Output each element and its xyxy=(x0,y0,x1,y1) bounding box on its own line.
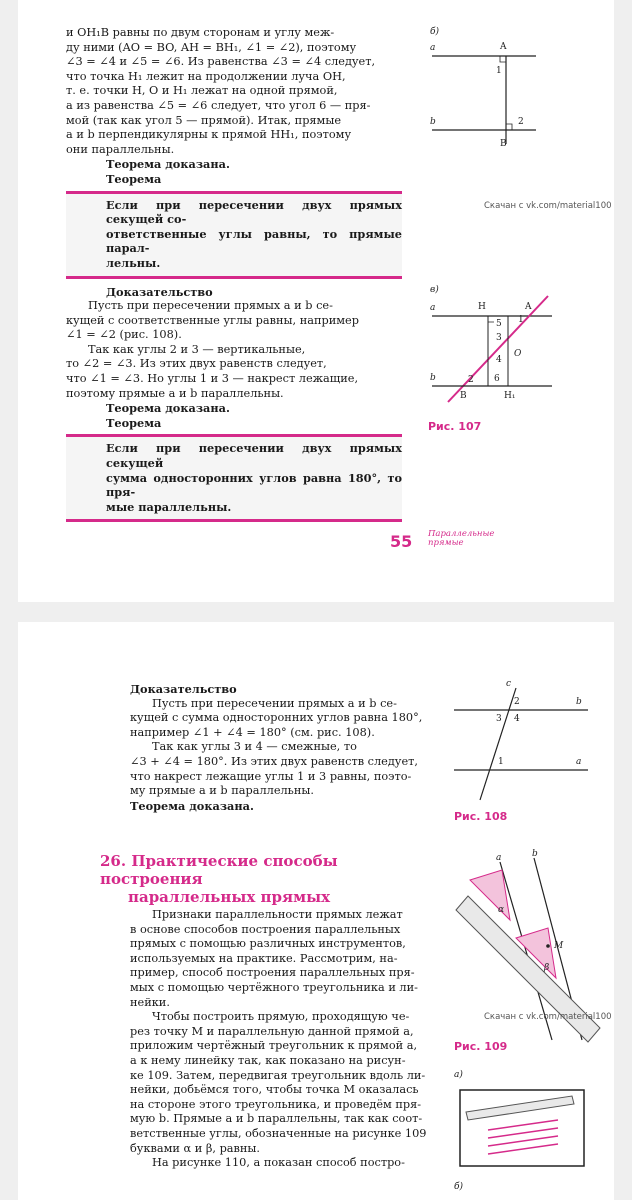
line-b-label: b xyxy=(576,697,582,707)
fig110a-label: а) xyxy=(454,1070,463,1080)
fig109-caption: Рис. 109 xyxy=(454,1040,508,1053)
text-line: Так как углы 2 и 3 — вертикальные, xyxy=(88,342,306,356)
line-a-label: a xyxy=(430,303,436,313)
point-o-label: O xyxy=(514,349,522,359)
text-line: ду ними (AO = BO, AH = BH₁, ∠1 = ∠2), поэтому xyxy=(66,40,357,54)
text-line: буквами α и β, равны. xyxy=(130,1141,261,1155)
text-line: прямых с помощью различных инструментов, xyxy=(130,937,406,951)
theorem-proved: Теорема доказана. xyxy=(130,798,254,813)
watermark: Скачан с vk.com/material100 xyxy=(484,201,612,211)
text-line: мой (так как угол 5 — прямой). Итак, прямые xyxy=(66,113,342,127)
point-a-label: A xyxy=(500,42,507,52)
point-b-label: B xyxy=(500,139,507,149)
right-angle-mark xyxy=(500,56,506,62)
paragraph-1 xyxy=(130,908,446,1010)
fig110b-label: б) xyxy=(454,1182,464,1192)
figure-110a xyxy=(458,1086,588,1172)
theorem-line: мые параллельны. xyxy=(106,499,232,514)
text-line: Пусть при пересечении прямых a и b се- xyxy=(88,299,333,313)
proof-label: Доказательство xyxy=(130,682,237,696)
running-head xyxy=(428,530,494,548)
figure-107v xyxy=(426,282,556,412)
text-line: что ∠1 = ∠3. Но углы 1 и 3 — накрест лежащие, xyxy=(66,372,359,386)
text-line: мую b. Прямые a и b параллельны, так как соот- xyxy=(130,1112,423,1126)
theorem-line: ответственные углы равны, то прямые парал- xyxy=(106,226,402,256)
theorem-line: Если при пересечении двух прямых секущей со- xyxy=(106,197,402,227)
theorem-label-2: Теорема xyxy=(106,415,162,430)
proof-paragraph-1 xyxy=(66,299,402,343)
fig107-caption: Рис. 107 xyxy=(428,420,482,433)
text-line: ке 109. Затем, передвигая треугольник вдоль ли- xyxy=(130,1068,426,1082)
line-a-label: a xyxy=(576,757,582,767)
angle-beta-label: β xyxy=(544,963,550,973)
text-line: что накрест лежащие углы 1 и 3 равны, поэто- xyxy=(130,769,412,783)
text-line: например ∠1 + ∠4 = 180° (см. рис. 108). xyxy=(130,725,375,739)
line-b-label: b xyxy=(430,117,436,127)
text-line: т. е. точки H, O и H₁ лежат на одной прямой, xyxy=(66,84,338,98)
point-m xyxy=(546,944,550,948)
angle-1-label: 1 xyxy=(518,315,524,325)
point-h1-label: H₁ xyxy=(504,391,516,401)
theorem-line: Если при пересечении двух прямых секущей xyxy=(106,441,402,471)
secant-c xyxy=(480,688,516,800)
proof-continuation xyxy=(66,26,402,157)
book-page-55 xyxy=(18,0,614,602)
page56-proof-column xyxy=(72,682,446,813)
fig108-caption: Рис. 108 xyxy=(454,810,508,823)
angle-2-label: 2 xyxy=(514,697,520,707)
figure-107b xyxy=(426,24,536,154)
right-angle-mark xyxy=(488,316,494,322)
theorem-proved-2: Теорема доказана. xyxy=(106,401,230,416)
point-h-label: H xyxy=(478,302,486,312)
text-line: му прямые a и b параллельны. xyxy=(130,784,314,798)
angle-1-label: 1 xyxy=(496,66,502,76)
text-line: Чтобы построить прямую, проходящую че- xyxy=(152,1010,410,1024)
section-title-line: 26. Практические способы построения xyxy=(100,852,338,888)
section-body xyxy=(130,908,446,1171)
text-line: нейки. xyxy=(130,995,170,1009)
section-title-line: параллельных прямых xyxy=(128,888,331,906)
text-line: Пусть при пересечении прямых a и b се- xyxy=(152,696,397,710)
theorem-box-1 xyxy=(66,191,402,279)
text-line: ветственные углы, обозначенные на рисунке 109 xyxy=(130,1126,427,1140)
text-line: а к нему линейку так, как показано на рисун- xyxy=(130,1053,406,1067)
figure-108 xyxy=(450,674,590,804)
line-b-label: b xyxy=(430,373,436,383)
text-line: ∠3 = ∠4 и ∠5 = ∠6. Из равенства ∠3 = ∠4 следует, xyxy=(66,55,376,69)
point-b-label: B xyxy=(460,391,467,401)
theorem-line: лельны. xyxy=(106,255,161,270)
text-line: то ∠2 = ∠3. Из этих двух равенств следует, xyxy=(66,357,327,371)
paragraph-3-start: На рисунке 110, a показан способ постро- xyxy=(152,1156,405,1170)
text-line: кущей c сумма односторонних углов равна 180°, xyxy=(130,711,423,725)
text-line: что точка H₁ лежит на продолжении луча OH, xyxy=(66,69,346,83)
running-head-line: прямые xyxy=(428,538,464,548)
text-line: на стороне этого треугольника, и проведём пря- xyxy=(130,1097,422,1111)
right-angle-mark xyxy=(506,124,512,130)
book-page-56 xyxy=(18,622,614,1200)
text-line: Признаки параллельности прямых лежат xyxy=(152,908,403,921)
text-line: мых с помощью чертёжного треугольника и ли- xyxy=(130,980,418,994)
angle-3-label: 3 xyxy=(496,333,502,343)
angle-2-label: 2 xyxy=(468,375,474,385)
text-line: в основе способов построения параллельных xyxy=(130,922,401,936)
running-head-line: Параллельные xyxy=(428,529,495,539)
text-line: они параллельны. xyxy=(66,142,175,156)
text-line: поэтому прямые a и b параллельны. xyxy=(66,386,284,400)
text-line: рез точку M и параллельную данной прямой a, xyxy=(130,1024,414,1038)
proof-paragraph-2 xyxy=(66,343,402,401)
text-line: Так как углы 3 и 4 — смежные, то xyxy=(152,740,357,754)
text-line: ∠1 = ∠2 (рис. 108). xyxy=(66,328,182,342)
theorem-box-2 xyxy=(66,434,402,522)
point-a-label: A xyxy=(525,302,532,312)
angle-4-label: 4 xyxy=(496,355,502,365)
watermark: Скачан с vk.com/material100 xyxy=(484,1012,612,1022)
page-number: 55 xyxy=(390,532,413,551)
angle-4-label: 4 xyxy=(514,714,520,724)
angle-6-label: 6 xyxy=(494,374,500,384)
text-line: и OH₁B равны по двум сторонам и углу меж- xyxy=(66,26,335,39)
section-title xyxy=(100,852,440,906)
text-line: нейки, добьёмся того, чтобы точка M оказалась xyxy=(130,1083,419,1097)
figure-variant-label: б) xyxy=(430,27,440,37)
angle-alpha-label: α xyxy=(498,905,505,915)
line-b-label: b xyxy=(532,849,538,859)
theorem-line: сумма односторонних углов равна 180°, то пря- xyxy=(106,470,402,500)
text-line: a и b перпендикулярны к прямой HH₁, поэтому xyxy=(66,128,352,142)
paragraph-2 xyxy=(130,1010,446,1156)
angle-3-label: 3 xyxy=(496,714,502,724)
point-m-label: M xyxy=(554,941,564,951)
angle-2-label: 2 xyxy=(518,117,524,127)
theorem-proved-1: Теорема доказана. xyxy=(106,157,230,172)
text-line: ∠3 + ∠4 = 180°. Из этих двух равенств следует, xyxy=(130,754,418,768)
proof-paragraph-1 xyxy=(72,697,446,741)
text-line: пример, способ построения параллельных пря- xyxy=(130,966,415,980)
text-line: используемых на практике. Рассмотрим, на- xyxy=(130,951,398,965)
line-c-label: c xyxy=(506,679,512,689)
text-line: кущей с соответственные углы равны, например xyxy=(66,313,359,327)
proof-label: Доказательство xyxy=(106,284,213,299)
proof-paragraph-2 xyxy=(72,740,446,798)
theorem-label-1: Теорема xyxy=(106,171,162,186)
line-a-label: a xyxy=(430,43,436,53)
text-line: приложим чертёжный треугольник к прямой a, xyxy=(130,1039,418,1053)
line-a-label: a xyxy=(496,853,502,863)
text-line: а из равенства ∠5 = ∠6 следует, что угол 6 — пря- xyxy=(66,98,371,112)
figure-variant-label: в) xyxy=(430,285,439,295)
page55-text-column xyxy=(66,26,402,528)
angle-5-label: 5 xyxy=(496,319,502,329)
angle-1-label: 1 xyxy=(498,757,504,767)
